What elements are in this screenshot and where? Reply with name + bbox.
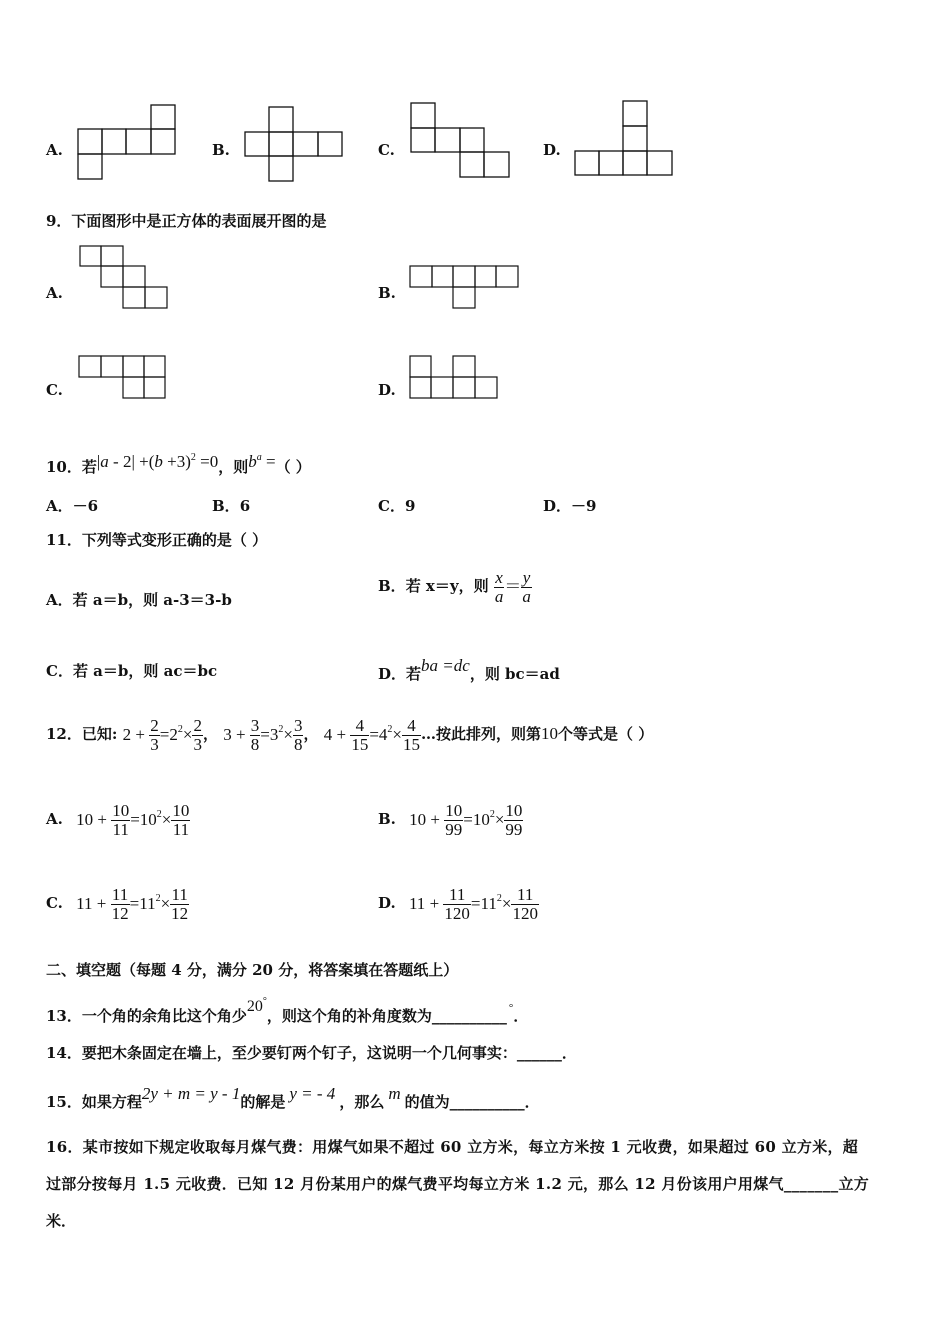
q8-option-a-figure bbox=[77, 104, 177, 181]
q9-option-a-label[interactable]: A. bbox=[46, 284, 63, 302]
q8-option-d-figure bbox=[574, 100, 674, 178]
q12-example-3: 4 + $\frac{4}{15}$ $=4^2\times$ $\frac{4}{15}$ bbox=[323, 715, 420, 754]
q9-option-b-label[interactable]: B. bbox=[378, 284, 396, 302]
q8-option-d-label[interactable]: D. bbox=[543, 141, 561, 159]
q10-stem bbox=[46, 443, 311, 482]
q12-example-2: 3 + $\frac{3}{8}$ $=3^2\times$ $\frac{3}{8}$ bbox=[223, 715, 303, 754]
q13-stem: 13．一个角的余角比这个角少20°，则这个角的补角度数为__________ °． bbox=[46, 996, 529, 1025]
q12-option-c[interactable]: C. 11 + $\frac{11}{12}$ $=11^2\times$ $\frac{11}{12}$ bbox=[46, 884, 189, 923]
q9-option-c-label[interactable]: C. bbox=[46, 381, 63, 399]
q9-option-b-figure bbox=[409, 265, 521, 311]
q16-line-2: 过部分按每月 1.5 元收费．已知 12 月份某用户的煤气费平均每立方米 1.2 元，那么 12 月份该用户用煤气_______立方 bbox=[46, 1175, 870, 1193]
q14-answer-blank[interactable]: ______ bbox=[516, 1044, 562, 1062]
q9-stem: 9．下面图形中是正方体的表面展开图的是 bbox=[46, 212, 327, 230]
q8-option-b-figure bbox=[244, 106, 344, 183]
q9-option-d-label[interactable]: D. bbox=[378, 381, 396, 399]
q11-option-d[interactable]: D．若ba =dc，则 bc＝ad bbox=[378, 656, 560, 683]
q10-prefix: 10．若 bbox=[46, 458, 97, 476]
section-2-title: 二、填空题（每题 4 分，满分 20 分，将答案填在答题纸上） bbox=[46, 961, 459, 979]
q12-stem: 12．已知: 2 + $\frac{2}{3}$ $=2^2\times$ $\frac{2}{3}$ ， 3 + $\frac{3}{8}$ $=3^2\times$ $\frac{3}{8}$ ， 4 + $\frac{4}{15}$ $=4^2\times$ $\frac{4}{15}$ …按此排列，则第10个等式是（ ） bbox=[46, 715, 654, 754]
q11-option-a[interactable]: A．若 a＝b，则 a-3＝3-b bbox=[46, 591, 232, 609]
q16-line-1: 16．某市按如下规定收取每月煤气费：用煤气如果不超过 60 立方米，每立方米按 1 元收费，如果超过 60 立方米，超 bbox=[46, 1138, 859, 1156]
q11-stem: 11．下列等式变形正确的是（ ） bbox=[46, 531, 268, 549]
q10-option-a[interactable]: A．－6 bbox=[46, 497, 99, 515]
q16-answer-blank[interactable]: _______ bbox=[783, 1175, 839, 1193]
q10-option-d[interactable]: D．－9 bbox=[543, 497, 597, 515]
q10-then: ，则 bbox=[218, 458, 249, 476]
q8-option-a-label[interactable]: A. bbox=[46, 141, 63, 159]
q13-answer-blank[interactable]: __________ bbox=[431, 1007, 507, 1025]
q9-option-c-figure bbox=[78, 355, 170, 401]
q10-option-b[interactable]: B．6 bbox=[212, 497, 251, 515]
q8-option-b-label[interactable]: B. bbox=[212, 141, 230, 159]
q8-option-c-label[interactable]: C. bbox=[378, 141, 395, 159]
q16-line-3: 米． bbox=[46, 1212, 77, 1230]
q12-example-1: 2 + $\frac{2}{3}$ $=2^2\times$ $\frac{2}{3}$ bbox=[122, 715, 202, 754]
q10-option-c[interactable]: C．9 bbox=[378, 497, 416, 515]
q9-option-d-figure bbox=[409, 355, 501, 401]
q15-stem: 15．如果方程2y + m = y - 1的解是 y = - 4 ，那么 m 的值为__________． bbox=[46, 1084, 540, 1111]
q12-option-b[interactable]: B. 10 + $\frac{10}{99}$ $=10^2\times$ $\frac{10}{99}$ bbox=[378, 800, 523, 839]
q11-option-c[interactable]: C．若 a＝b，则 ac＝bc bbox=[46, 662, 218, 680]
q10-paren: （ ） bbox=[275, 458, 311, 476]
q8-option-c-figure bbox=[410, 102, 512, 179]
q10-equation: $|a - 2| +(b +3)^2 =0$ bbox=[96, 452, 219, 471]
q11-option-b[interactable]: B．若 x＝y，则 $\frac{x}{a}$ ＝ $\frac{y}{a}$ bbox=[378, 567, 531, 606]
q10-target: $b^a$ = bbox=[248, 452, 276, 471]
q15-answer-blank[interactable]: __________ bbox=[449, 1093, 525, 1111]
q12-option-a[interactable]: A. 10 + $\frac{10}{11}$ $=10^2\times$ $\frac{10}{11}$ bbox=[46, 800, 190, 839]
q9-option-a-figure bbox=[79, 245, 171, 311]
q12-option-d[interactable]: D. 11 + $\frac{11}{120}$ $=11^2\times$ $\frac{11}{120}$ bbox=[378, 884, 538, 923]
q14-stem: 14．要把木条固定在墙上，至少要钉两个钉子，这说明一个几何事实：______． bbox=[46, 1044, 577, 1062]
